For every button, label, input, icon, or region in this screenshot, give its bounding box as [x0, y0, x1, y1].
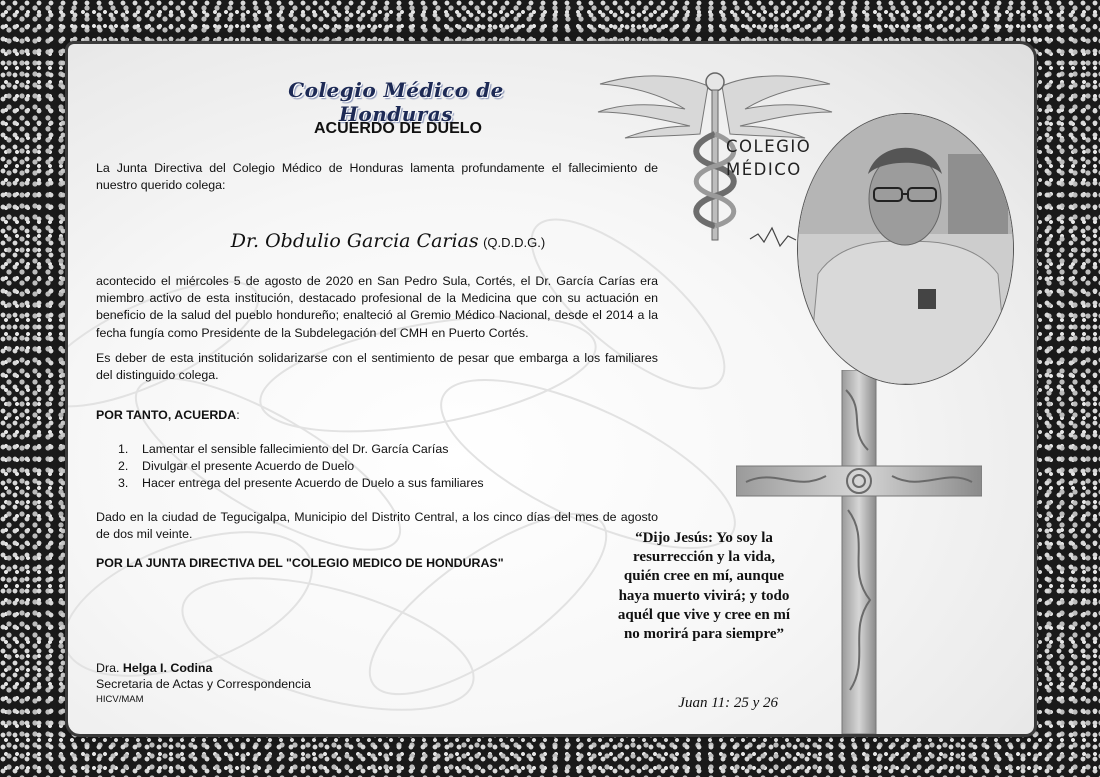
document-title: ACUERDO DE DUELO [313, 120, 482, 137]
signer-name-line [96, 661, 311, 677]
therefore-label: POR TANTO, ACUERDA [96, 408, 237, 422]
portrait-image [798, 114, 1013, 384]
org-name-heading: Colegio Médico de Honduras [288, 78, 504, 126]
therefore-colon: : [236, 408, 240, 422]
list-item-text: Hacer entrega del presente Acuerdo de Duelo a sus familiares [142, 476, 484, 491]
board-line: POR LA JUNTA DIRECTIVA DEL "COLEGIO MEDICO DE HONDURAS" [96, 556, 504, 570]
deceased-name: Dr. Obdulio Garcia Carias [230, 230, 479, 252]
list-item-number: 3. [118, 476, 129, 491]
signer-title: Secretaria de Actas y Correspondencia [96, 676, 311, 691]
therefore-heading [96, 408, 240, 422]
given-in-paragraph: Dado en la ciudad de Tegucigalpa, Municipio del Distrito Central, a los cinco días del mes de agosto de dos mil veinte. [96, 510, 658, 542]
bible-quote: “Dijo Jesús: Yo soy la resurrección y la vida, quién cree en mí, aunque haya muerto vivirá; y todo aquél que vive y cree en mí no morirá para siempre” [617, 530, 791, 643]
duty-paragraph: Es deber de esta institución solidarizarse con el sentimiento de pesar que embarga a los familiares del distinguido colega. [96, 351, 658, 383]
details-paragraph: acontecido el miércoles 5 de agosto de 2020 en San Pedro Sula, Cortés, el Dr. García Carías era miembro activo de esta institución, destacado profesional de la Medicina que con su actuación en beneficio de la salud del pueblo hondureño; enalteció al Gremio Médico Nacional, desde el 2014 a la fecha fungía como Presidente de la Subdelegación del CMH en Puerto Cortés. [96, 274, 658, 340]
logo-line-1: COLEGIO [726, 137, 812, 156]
list-item-number: 2. [118, 459, 129, 474]
signer-prefix: Dra. [96, 661, 120, 675]
list-item [118, 475, 484, 492]
deceased-suffix: (Q.D.D.G.) [483, 235, 546, 250]
bible-citation: Juan 11: 25 y 26 [678, 695, 778, 711]
agreements-list [118, 441, 484, 493]
intro-paragraph: La Junta Directiva del Colegio Médico de Honduras lamenta profundamente el fallecimiento de nuestro querido colega: [96, 161, 658, 193]
signer-initials: HICV/MAM [96, 694, 144, 705]
portrait-photo [798, 114, 1013, 384]
condolence-sheet [68, 44, 1034, 734]
list-item [118, 441, 484, 458]
list-item-text: Divulgar el presente Acuerdo de Duelo [142, 459, 355, 474]
list-item [118, 458, 484, 475]
signature-block [96, 661, 311, 708]
logo-line-2: MÉDICO [726, 160, 802, 179]
deceased-name-line [208, 230, 568, 252]
logo-wordmark [726, 135, 811, 181]
list-item-text: Lamentar el sensible fallecimiento del Dr. García Carías [142, 442, 449, 456]
signer-name: Helga I. Codina [122, 661, 213, 675]
list-item-number: 1. [118, 442, 129, 456]
